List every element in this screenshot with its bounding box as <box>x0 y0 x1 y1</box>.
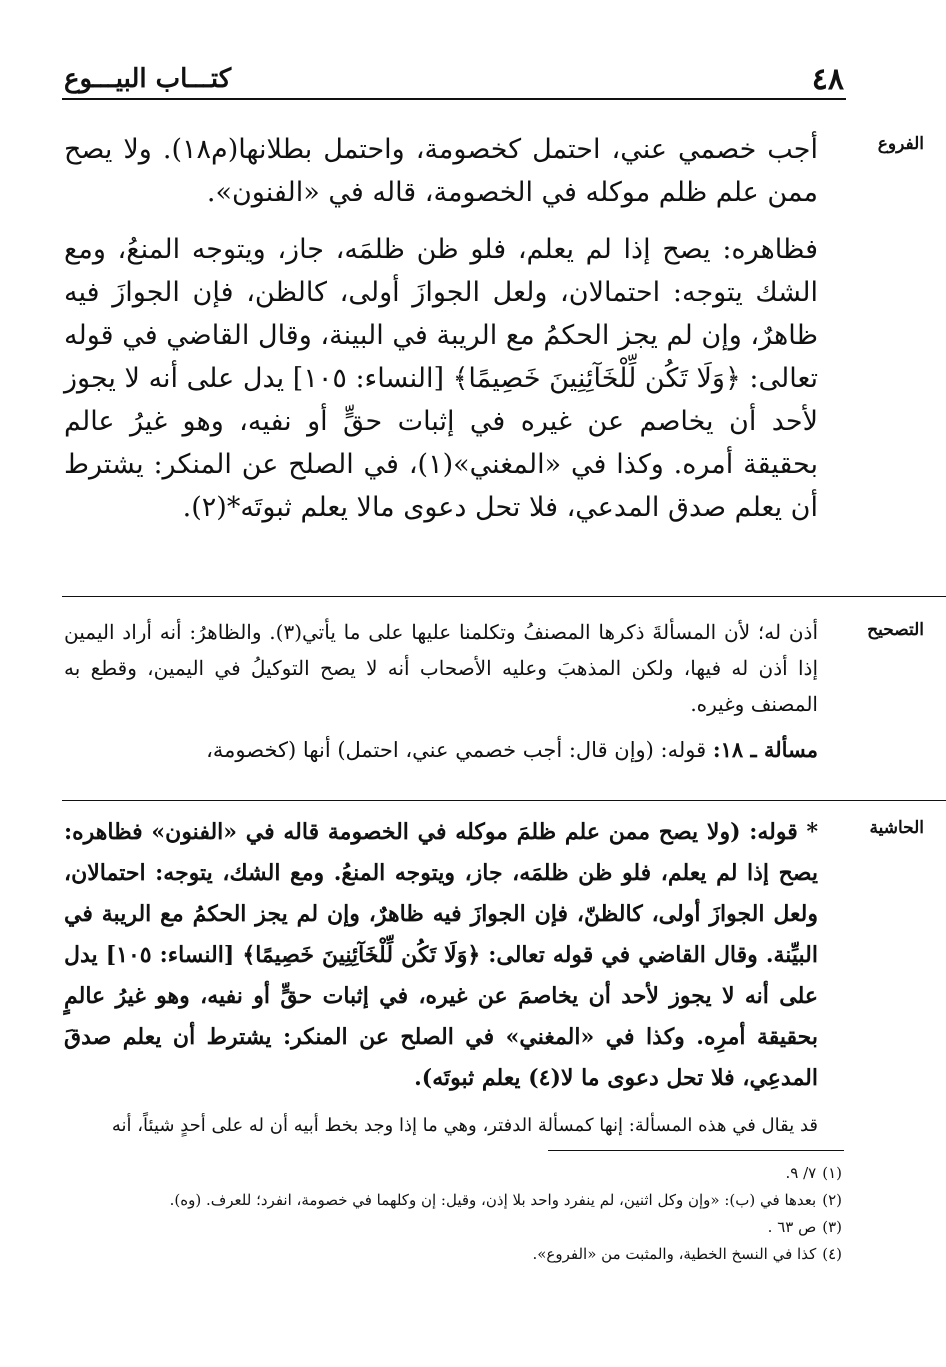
footnote-text: ٧/ ٩. <box>785 1164 817 1182</box>
issue-label: مسألة ـ ١٨: <box>712 737 818 762</box>
hashiya-body <box>64 812 818 1141</box>
tashih-issue <box>64 732 818 768</box>
furu-paragraph-2: فظاهره: يصح إذا لم يعلم، فلو ظن ظلمَه، جاز، ويتوجه المنعُ، ومع الشك يتوجه: احتمالان، ولعل الجوازَ أولى، كالظن، فإن الجوازَ فيه ظاهرٌ، وإن لم يجز الحكمُ مع الريبة في البينة، وقال القاضي في قوله تعالى: ﴿وَلَا تَكُن لِّلْخَآئِنِينَ خَصِيمًا﴾ [النساء: ١٠٥] يدل على أنه لا يجوز لأحد أن يخاصم عن غيره في إثبات حقٍّ أو نفيه، وهو غيرُ عالم بحقيقة أمره. وكذا في «المغني»(١)، في الصلح عن المنكر: يشترط أن يعلم صدق المدعي، فلا تحل دعوى مالا يعلم ثبوتَه*(٢). <box>64 234 819 523</box>
footnote-number: (٣) <box>822 1218 842 1236</box>
footnote-number: (٤) <box>822 1245 842 1263</box>
section-divider-1 <box>62 596 946 597</box>
footnote-rule <box>548 1150 844 1151</box>
footnote-number: (٢) <box>822 1191 842 1209</box>
footnote-3 <box>62 1214 842 1241</box>
tashih-body <box>64 614 818 768</box>
furu-section <box>64 128 924 529</box>
hashiya-section <box>64 812 924 1141</box>
footnotes <box>62 1160 842 1268</box>
footnote-text: ص ٦٣ . <box>767 1218 817 1236</box>
hashiya-tail: قد يقال في هذه المسألة: إنها كمسألة الدفتر، وهي ما إذا وجد بخط أبيه أن له على أحدٍ شيئاً، أنه <box>111 1115 818 1136</box>
hashiya-label: الحاشية <box>869 818 924 838</box>
furu-body <box>64 128 818 529</box>
page-header <box>64 62 844 100</box>
footnote-4 <box>62 1241 842 1268</box>
footnote-1 <box>62 1160 842 1187</box>
footnote-number: (١) <box>822 1164 842 1182</box>
footnote-text: كذا في النسخ الخطية، والمثبت من «الفروع». <box>532 1245 817 1263</box>
tashih-paragraph: أذن له؛ لأن المسألةَ ذكرها المصنفُ وتكلمنا عليها على ما يأتي(٣). والظاهرُ: أنه أراد اليمين إذا أذن له فيها، ولكن المذهبَ وعليه الأصحاب أنه لا يصح التوكيلُ في اليمين، وقطع به المصنف وغيره. <box>64 620 819 716</box>
furu-label: الفروع <box>877 134 924 154</box>
footnote-2 <box>62 1187 842 1214</box>
furu-paragraph-1: أجب خصمي عني، احتمل كخصومة، واحتمل بطلانها(م١٨). ولا يصح ممن علم ظلم موكله في الخصومة، قاله في «الفنون». <box>64 134 819 208</box>
footnote-text: بعدها في (ب): «وإن وكل اثنين، لم ينفرد واحد بلا إذن، وقيل: إن وكلهما في خصومة، انفرد؛ للعرف. (وه). <box>169 1191 817 1209</box>
running-title: كتـــاب البيـــوع <box>64 64 232 94</box>
page-number: ٤٨ <box>811 62 844 97</box>
issue-text: قوله: (وإن قال: أجب خصمي عني، احتمل) أنها (كخصومة، <box>206 738 707 762</box>
header-rule <box>62 98 846 100</box>
hashiya-bold-paragraph: * قوله: (ولا يصح ممن علم ظلمَ موكله في الخصومة قاله في «الفنون» فظاهره: يصح إذا لم يعلم، فلو ظن ظلمَه، جاز، ويتوجه المنعُ. ومع الشك، يتوجه: احتمالان، ولعل الجوازَ أولى، كالظنّ، فإن الجوازَ فيه ظاهرٌ، وإن لم يجز الحكمُ مع الريبة في البيِّنة. وقال القاضي في قوله تعالى: ﴿وَلَا تَكُن لِّلْخَآئِنِينَ خَصِيمًا﴾ [النساء: ١٠٥] يدل على أنه لا يجوز لأحد أن يخاصمَ عن غيره، في إثبات حقٍّ أو نفيه، وهو غيرُ عالمٍ بحقيقة أمرِه. وكذا في «المغني» في الصلح عن المنكر: يشترط أن يعلم صدقَ المدعِي، فلا تحل دعوى ما لا(٤) يعلم ثبوتَه). <box>64 819 819 1091</box>
section-divider-2 <box>62 800 946 801</box>
tashih-label: التصحيح <box>867 620 924 640</box>
tashih-section <box>64 614 924 768</box>
